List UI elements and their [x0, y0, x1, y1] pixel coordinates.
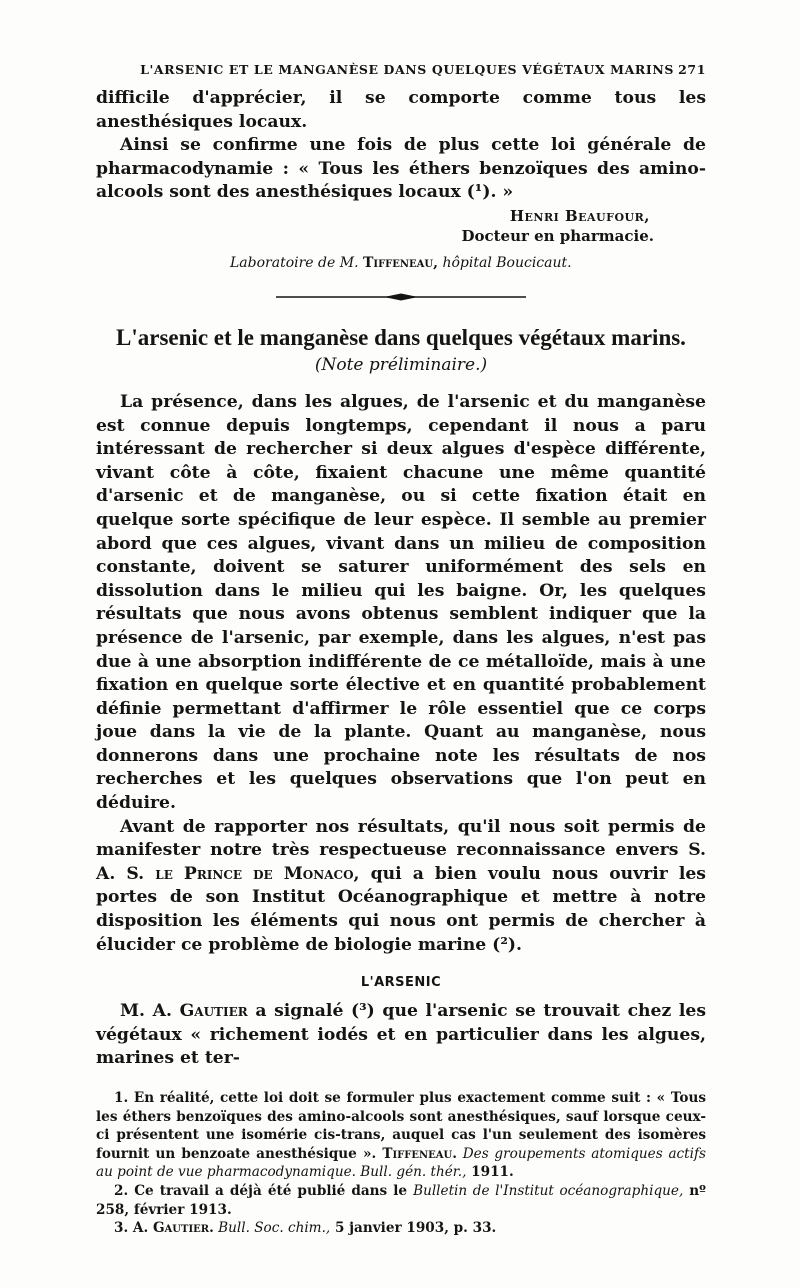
running-head-title: L'ARSENIC ET LE MANGANÈSE DANS QUELQUES VÉGÉTAUX MARINS	[140, 62, 675, 77]
paragraph-2-end: qui a bien voulu nous ouvrir les portes de son Institut Océanographique et mettre à notre disposition les éléments qui nous ont permis de chercher à élucider ce problème de biologie marine (²).	[96, 863, 706, 955]
article-title: L'arsenic et le manganèse dans quelques végétaux marins.	[116, 324, 686, 350]
section-divider	[276, 291, 526, 303]
footnote-2-source: Bulletin de l'Institut océanographique,	[413, 1182, 684, 1199]
footnote-3-details: 5 janvier 1903, p. 33.	[330, 1220, 497, 1237]
lab-suffix: hôpital Boucicaut.	[438, 254, 572, 271]
page-number: 271	[678, 62, 706, 77]
footnote-3-text: 3. A.	[114, 1220, 153, 1237]
footnote-2-text: 2. Ce travail a déjà été publié dans le	[114, 1182, 414, 1199]
lab-prefix: Laboratoire de M.	[230, 254, 363, 271]
document-page	[96, 62, 706, 1238]
previous-article-conclusion: Ainsi se confirme une fois de plus cette loi générale de pharmacodynamie : « Tous les éthers benzoïques des amino-alcools sont des anesthésiques locaux (¹). »	[96, 135, 706, 203]
section-heading-arsenic: L'ARSENIC	[360, 975, 442, 991]
previous-article-closing-line: difficile d'apprécier, il se comporte comme tous les anesthésiques locaux.	[96, 88, 706, 132]
footnote-1-text: 1. En réalité, cette loi doit se formuler plus exactement comme suit : « Tous les éthers benzoïques des amino-alcools sont anesthésiques, sauf lorsque ceux-ci présentent une isomérie cis-trans, auquel cas l'un seulement des isomères fournit un benzoate anesthésique ».	[96, 1090, 706, 1162]
footnote-1-source: Des groupements atomiques actifs au point de vue pharmacodynamique. Bull. gén. thér.,	[96, 1145, 706, 1181]
footnotes	[96, 1089, 706, 1238]
footnote-3	[96, 1219, 706, 1238]
author-name: Henri Beaufour,	[509, 206, 650, 225]
lab-name: Tiffeneau,	[362, 254, 439, 271]
section-paragraph	[96, 1000, 706, 1071]
prince-of-monaco: le Prince de Monaco,	[155, 863, 360, 884]
running-head	[96, 62, 706, 77]
article-paragraph-1: La présence, dans les algues, de l'arsenic et du manganèse est connue depuis longtemps, cependant il nous a paru intéressant de rechercher si deux algues d'espèce différente, vivant côte à côte, fixaient chacune une même quantité d'arsenic et de manganèse, ou si cette fixation était en quelque sorte spécifique de leur espèce. Il semble au premier abord que ces algues, vivant dans un milieu de composition constante, doivent se saturer uniformément des sels en dissolution dans le milieu qui les baigne. Or, les quelques résultats que nous avons obtenus semblent indiquer que la présence de l'arsenic, par exemple, dans les algues, n'est pas due à une absorption indifférente de ce métalloïde, mais à une fixation en quelque sorte élective et en quantité probablement définie permettant d'affirmer le rôle essentiel que ce corps joue dans la vie de la plante. Quant au manganèse, nous donnerons dans une prochaine note les résultats de nos recherches et les quelques observations que l'on peut en déduire.	[96, 391, 706, 814]
footnote-1-author: Tiffeneau.	[382, 1145, 457, 1162]
article-paragraph-2	[96, 816, 706, 958]
footnote-1	[96, 1089, 706, 1182]
footnote-3-author: Gautier.	[152, 1220, 214, 1237]
laboratory-line	[96, 255, 706, 271]
footnote-1-year: 1911.	[466, 1164, 514, 1181]
footnote-3-source: Bull. Soc. chim.,	[213, 1220, 331, 1237]
footnote-2	[96, 1182, 706, 1219]
section-paragraph-end: a signalé (³) que l'arsenic se trouvait chez les végétaux « richement iodés et en particulier dans les algues, marines et ter-	[96, 1001, 707, 1069]
author-title: Docteur en pharmacie.	[461, 226, 654, 245]
footnote-2-details: nº 258, février 1913.	[96, 1182, 706, 1218]
section-paragraph-start: M. A.	[120, 1001, 180, 1022]
article-subtitle: (Note préliminaire.)	[314, 354, 488, 375]
paragraph-2-start: Avant de rapporter nos résultats, qu'il nous soit permis de manifester notre très respectueuse reconnaissance envers S. A. S.	[96, 816, 706, 884]
gautier-name: Gautier	[179, 1001, 248, 1022]
